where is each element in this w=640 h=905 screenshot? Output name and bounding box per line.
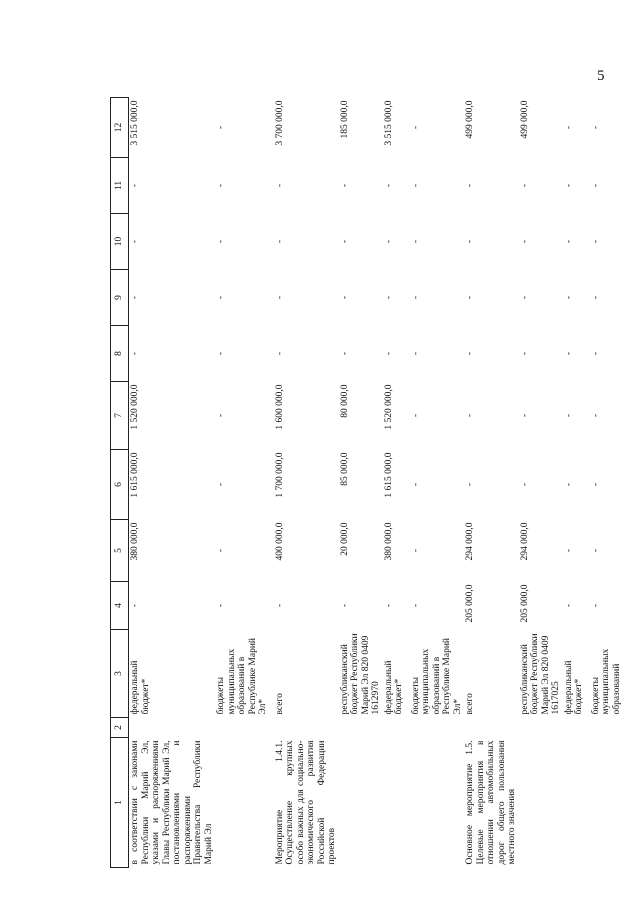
amount-cell: - [590, 482, 601, 487]
amount-cell: - [519, 295, 530, 300]
amount-cell: - [130, 603, 140, 608]
amount-cell: - [274, 239, 285, 244]
column-2-cell [519, 718, 563, 738]
amount-cell: - [339, 239, 350, 244]
amount-cell: - [465, 482, 475, 487]
amount-cell: - [216, 183, 226, 188]
amount-cell: - [563, 413, 574, 418]
amount-cell: - [339, 295, 350, 300]
amount-cell: - [216, 351, 226, 356]
measure-description [563, 738, 586, 868]
col-header: 8 [111, 326, 129, 382]
amount-cell: - [216, 413, 226, 418]
amount-cell: 499 000,0 [465, 100, 475, 139]
measure-description [215, 738, 270, 868]
amount-cell: - [563, 295, 574, 300]
amount-cell: - [410, 295, 421, 300]
amount-cell: - [274, 295, 285, 300]
amount-cell: - [216, 548, 226, 553]
amount-cell: 294 000,0 [519, 522, 530, 561]
amount-cell: - [216, 603, 226, 608]
amount-cell: - [465, 351, 475, 356]
amount-cell: 205 000,0 [465, 584, 475, 623]
funding-source: всего [465, 693, 475, 715]
amount-cell: 1 600 000,0 [274, 384, 285, 430]
amount-cell: - [383, 239, 394, 244]
amount-cell: - [590, 603, 601, 608]
table-row [519, 98, 563, 868]
amount-cell: - [563, 239, 574, 244]
measure-description [519, 738, 563, 868]
amount-cell: - [410, 413, 421, 418]
funding-source: федеральный бюджет* [563, 660, 584, 715]
table-row [270, 98, 339, 868]
amount-cell: - [410, 239, 421, 244]
measure-description [586, 738, 624, 868]
amount-cell: - [130, 351, 140, 356]
amount-cell: - [130, 239, 140, 244]
budget-table [110, 97, 623, 868]
amount-cell: - [519, 413, 530, 418]
amount-cell: 1 615 000,0 [130, 452, 140, 498]
amount-cell: 1 520 000,0 [130, 384, 140, 430]
amount-cell: - [590, 295, 601, 300]
table-row [129, 98, 216, 868]
amount-cell: - [339, 183, 350, 188]
column-2-cell [464, 718, 519, 738]
amount-cell: - [563, 548, 574, 553]
measure-description: Основное мероприятие 1.5. Целевые мероприятия в отношении автомобильных дорог общего пользования местного значения [465, 740, 517, 865]
funding-source: федеральный бюджет* [130, 660, 151, 715]
funding-source: бюджеты муниципальных образований [590, 648, 622, 715]
amount-cell: 85 000,0 [339, 452, 350, 486]
amount-cell: - [563, 183, 574, 188]
amount-cell: 1 520 000,0 [383, 384, 394, 430]
col-header: 12 [111, 98, 129, 158]
amount-cell: - [274, 183, 285, 188]
amount-cell: - [465, 413, 475, 418]
amount-cell: - [519, 482, 530, 487]
amount-cell: - [383, 183, 394, 188]
column-2-cell [383, 718, 406, 738]
col-header: 7 [111, 382, 129, 450]
table-row [586, 98, 624, 868]
amount-cell: - [590, 413, 601, 418]
amount-cell: - [563, 482, 574, 487]
amount-cell: - [383, 351, 394, 356]
col-header: 5 [111, 520, 129, 582]
amount-cell: - [590, 125, 601, 130]
amount-cell: - [410, 351, 421, 356]
amount-cell: - [216, 239, 226, 244]
column-2-cell [406, 718, 465, 738]
amount-cell: - [465, 295, 475, 300]
amount-cell: - [274, 351, 285, 356]
amount-cell: - [465, 183, 475, 188]
page-number: 5 [597, 68, 605, 84]
amount-cell: - [274, 603, 285, 608]
amount-cell: 205 000,0 [519, 584, 530, 623]
col-header: 6 [111, 450, 129, 520]
amount-cell: - [519, 351, 530, 356]
col-header: 10 [111, 214, 129, 270]
column-2-cell [339, 718, 383, 738]
measure-description [339, 738, 383, 868]
amount-cell: - [563, 351, 574, 356]
amount-cell: 1 700 000,0 [274, 452, 285, 498]
amount-cell: - [410, 482, 421, 487]
col-header: 4 [111, 582, 129, 630]
amount-cell: - [339, 603, 350, 608]
amount-cell: - [383, 603, 394, 608]
amount-cell: - [130, 295, 140, 300]
amount-cell: - [465, 239, 475, 244]
funding-source: республиканский бюджет Республики Марий Эл 820 0409 1617025 [519, 633, 561, 715]
funding-source: республиканский бюджет Республики Марий Эл 820 0409 1612970 [339, 633, 381, 715]
col-header: 11 [111, 158, 129, 214]
amount-cell: - [130, 183, 140, 188]
table-row [339, 98, 383, 868]
col-header: 2 [111, 718, 129, 738]
funding-source: федеральный бюджет* [383, 660, 404, 715]
rotated-table-wrapper [110, 98, 622, 868]
table-row [215, 98, 270, 868]
amount-cell: 185 000,0 [339, 100, 350, 139]
amount-cell: 499 000,0 [519, 100, 530, 139]
col-header: 9 [111, 270, 129, 326]
amount-cell: 3 700 000,0 [274, 100, 285, 146]
col-header: 1 [111, 738, 129, 868]
table-body [129, 98, 624, 868]
amount-cell: - [590, 548, 601, 553]
amount-cell: - [383, 295, 394, 300]
amount-cell: 380 000,0 [383, 522, 394, 561]
funding-source: бюджеты муниципальных образований в Республике Марий Эл* [410, 637, 463, 715]
header-row [111, 98, 129, 868]
amount-cell: - [519, 183, 530, 188]
table-row [464, 98, 519, 868]
amount-cell: 400 000,0 [274, 522, 285, 561]
amount-cell: 3 515 000,0 [383, 100, 394, 146]
amount-cell: 380 000,0 [130, 522, 140, 561]
col-header: 3 [111, 630, 129, 718]
amount-cell: - [410, 125, 421, 130]
column-2-cell [129, 718, 216, 738]
amount-cell: - [216, 295, 226, 300]
column-2-cell [270, 718, 339, 738]
funding-source: всего [274, 693, 285, 715]
amount-cell: - [519, 239, 530, 244]
measure-description: Мероприятие 1.4.1. Осуществление крупных особо важных для социально-экономического развития Российской Федерации проектов [274, 740, 337, 865]
column-2-cell [215, 718, 270, 738]
table-row [406, 98, 465, 868]
amount-cell: 3 515 000,0 [130, 100, 140, 146]
amount-cell: - [216, 125, 226, 130]
amount-cell: 294 000,0 [465, 522, 475, 561]
amount-cell: 1 615 000,0 [383, 452, 394, 498]
amount-cell: 80 000,0 [339, 384, 350, 418]
funding-source: бюджеты муниципальных образований в Республике Марий Эл* [216, 637, 268, 715]
amount-cell: - [590, 239, 601, 244]
measure-description [406, 738, 465, 868]
amount-cell: - [590, 351, 601, 356]
table-row [563, 98, 586, 868]
column-2-cell [563, 718, 586, 738]
amount-cell: - [410, 183, 421, 188]
measure-description: в соответствии с законами Республики Марий Эл, указами и распоряжениями Главы Республики Марий Эл, постановлениями и распоряжениями Правительства Республики Марий Эл [130, 740, 214, 865]
table-row [383, 98, 406, 868]
column-2-cell [586, 718, 624, 738]
amount-cell: - [216, 482, 226, 487]
amount-cell: - [410, 548, 421, 553]
amount-cell: - [339, 351, 350, 356]
amount-cell: 20 000,0 [339, 522, 350, 556]
amount-cell: - [410, 603, 421, 608]
amount-cell: - [563, 125, 574, 130]
measure-description [383, 738, 406, 868]
amount-cell: - [590, 183, 601, 188]
amount-cell: - [563, 603, 574, 608]
